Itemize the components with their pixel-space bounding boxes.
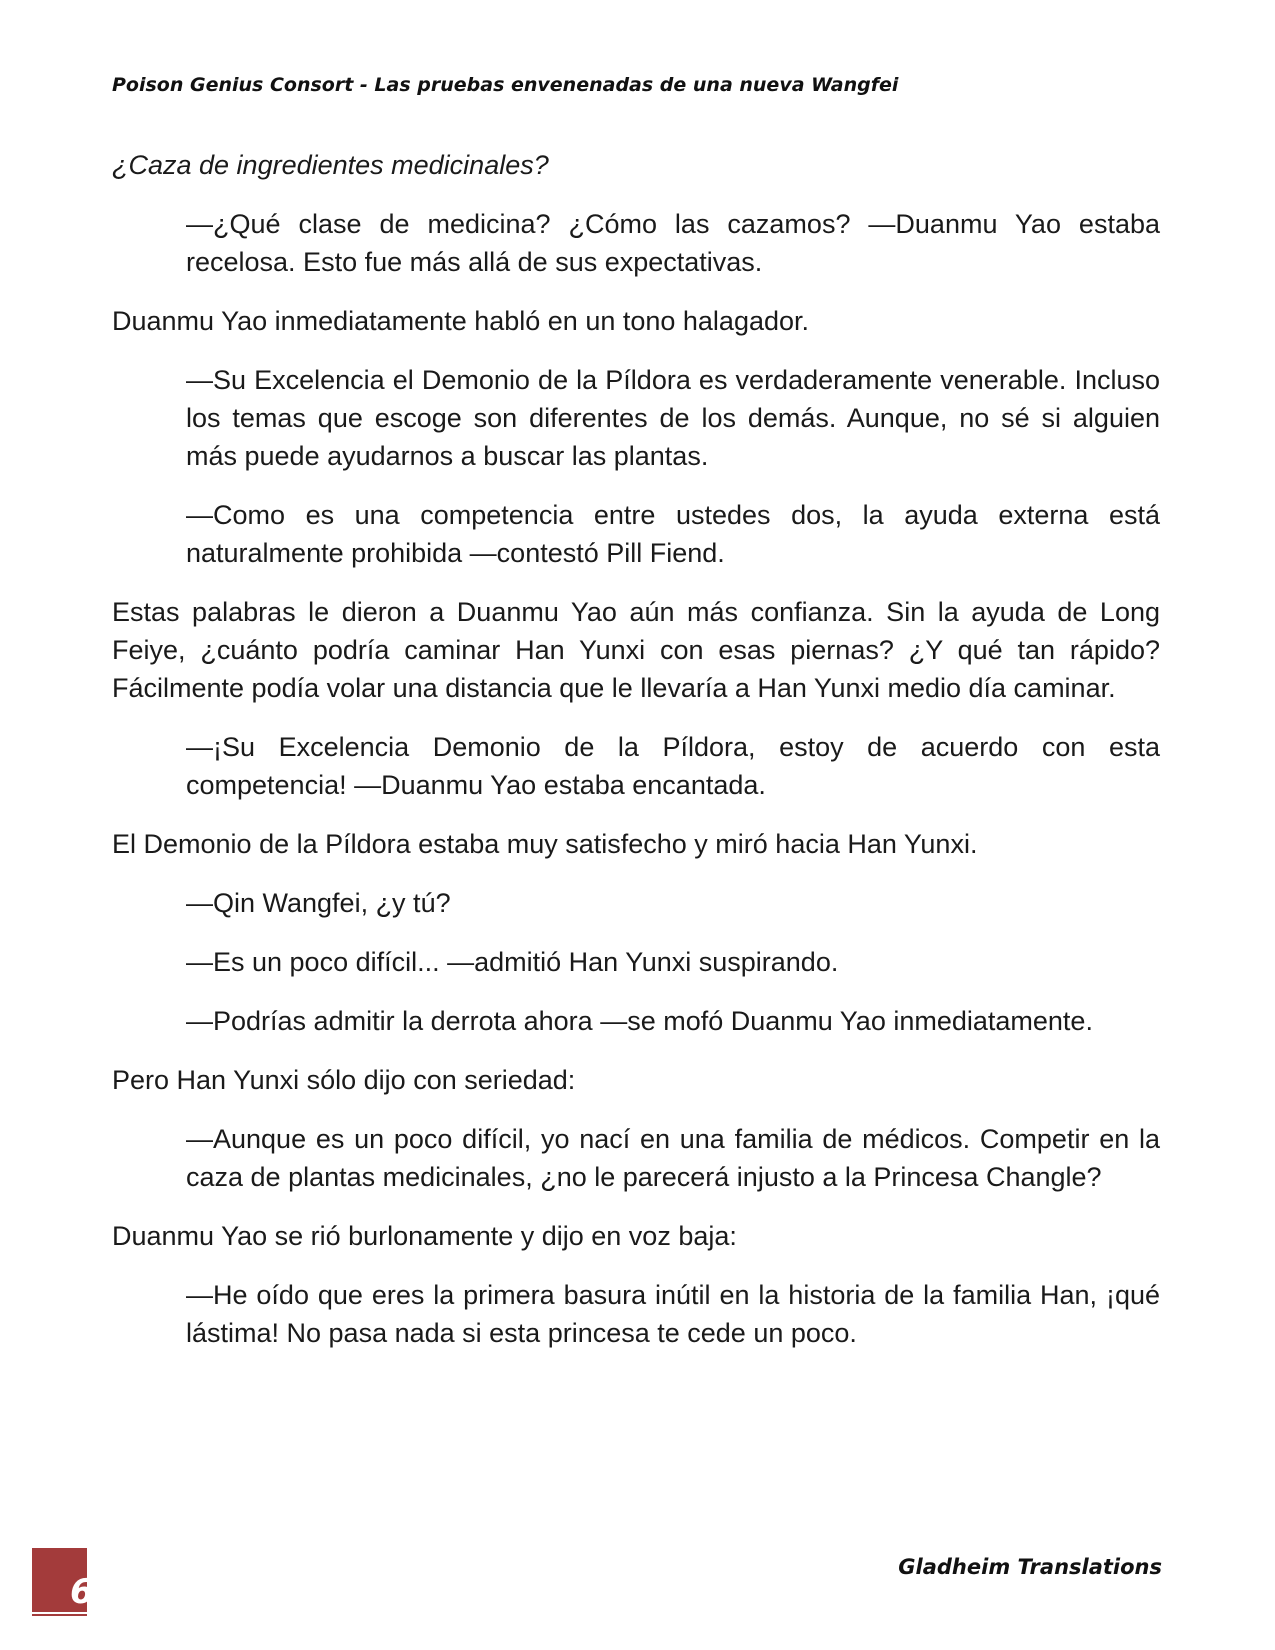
dialogue-paragraph: —Como es una competencia entre ustedes dos, la ayuda externa está naturalmente prohibida —contestó Pill Fiend. [186, 500, 1160, 568]
dialogue-paragraph: —¿Qué clase de medicina? ¿Cómo las cazamos? —Duanmu Yao estaba recelosa. Esto fue más allá de sus expectativas. [186, 209, 1160, 277]
paragraph: Estas palabras le dieron a Duanmu Yao aún más confianza. Sin la ayuda de Long Feiye, ¿cuánto podría caminar Han Yunxi con esas piernas? ¿Y qué tan rápido? Fácilmente podía volar una distancia que le llevaría a Han Yunxi medio día caminar. [112, 597, 1160, 703]
paragraph: ¿Caza de ingredientes medicinales? [112, 150, 549, 180]
footer-brand: Gladheim Translations [898, 1555, 1162, 1579]
dialogue-paragraph: —Es un poco difícil... —admitió Han Yunxi suspirando. [186, 947, 839, 977]
dialogue-paragraph: —He oído que eres la primera basura inútil en la historia de la familia Han, ¡qué lástima! No pasa nada si esta princesa te cede un poco. [186, 1280, 1160, 1348]
page-number-underline [32, 1612, 87, 1614]
dialogue-paragraph: —Su Excelencia el Demonio de la Píldora es verdaderamente venerable. Incluso los temas que escoge son diferentes de los demás. Aunque, no sé si alguien más puede ayudarnos a buscar las plantas. [186, 365, 1160, 471]
dialogue-paragraph: —Aunque es un poco difícil, yo nací en una familia de médicos. Competir en la caza de plantas medicinales, ¿no le parecerá injusto a la Princesa Changle? [186, 1124, 1160, 1192]
paragraph: Pero Han Yunxi sólo dijo con seriedad: [112, 1065, 576, 1095]
document-body [112, 146, 1160, 1373]
paragraph: Duanmu Yao se rió burlonamente y dijo en voz baja: [112, 1221, 737, 1251]
dialogue-paragraph: —Qin Wangfei, ¿y tú? [186, 888, 451, 918]
page-number: 6 [70, 1572, 94, 1612]
page-header-title: Poison Genius Consort - Las pruebas envenenadas de una nueva Wangfei [112, 74, 899, 96]
dialogue-paragraph: —Podrías admitir la derrota ahora —se mofó Duanmu Yao inmediatamente. [186, 1006, 1093, 1036]
paragraph: El Demonio de la Píldora estaba muy satisfecho y miró hacia Han Yunxi. [112, 829, 978, 859]
dialogue-paragraph: —¡Su Excelencia Demonio de la Píldora, estoy de acuerdo con esta competencia! —Duanmu Yao estaba encantada. [186, 732, 1160, 800]
paragraph: Duanmu Yao inmediatamente habló en un tono halagador. [112, 306, 810, 336]
